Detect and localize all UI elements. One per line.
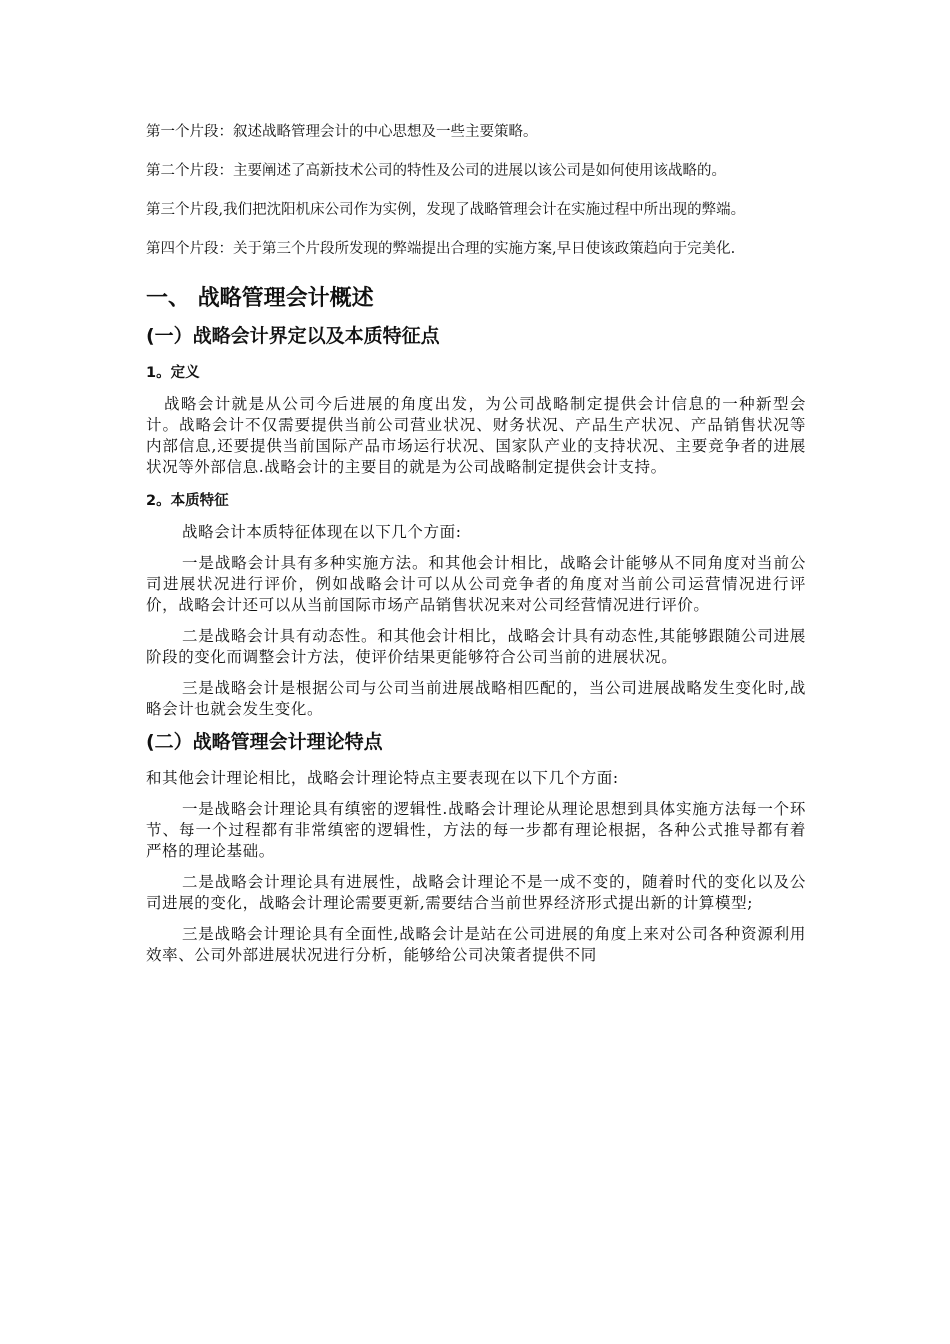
theory-item-3: 三是战略会计理论具有全面性,战略会计是站在公司进展的角度上来对公司各种资源利用效率、公司外部进展状况进行分析，能够给公司决策者提供不同 — [146, 925, 806, 964]
subsection-1-heading: (一）战略会计界定以及本质特征点 — [146, 325, 440, 347]
features-lead: 战略会计本质特征体现在以下几个方面: — [182, 523, 462, 541]
intro-paragraph-3: 第三个片段,我们把沈阳机床公司作为实例，发现了战略管理会计在实施过程中所出现的弊端。 — [146, 202, 746, 218]
theory-item-1: 一是战略会计理论具有缜密的逻辑性.战略会计理论从理论思想到具体实施方法每一个环节、每一个过程都有非常缜密的逻辑性，方法的每一步都有理论根据，各种公式推导都有着严格的理论基础。 — [146, 800, 806, 860]
section-1-heading: 一、 战略管理会计概述 — [146, 286, 374, 311]
document-page — [146, 118, 806, 966]
feature-item-1: 一是战略会计具有多种实施方法。和其他会计相比，战略会计能够从不同角度对当前公司进展状况进行评价，例如战略会计可以从公司竞争者的角度对当前公司运营情况进行评价，战略会计还可以从当前国际市场产品销售状况来对公司经营情况进行评价。 — [146, 554, 806, 614]
theory-item-2: 二是战略会计理论具有进展性，战略会计理论不是一成不变的，随着时代的变化以及公司进展的变化，战略会计理论需要更新,需要结合当前世界经济形式提出新的计算模型; — [146, 873, 806, 912]
intro-paragraph-1: 第一个片段：叙述战略管理会计的中心思想及一些主要策略。 — [146, 124, 538, 140]
definition-heading: 1。定义 — [146, 365, 200, 381]
definition-paragraph: 战略会计就是从公司今后进展的角度出发，为公司战略制定提供会计信息的一种新型会计。战略会计不仅需要提供当前公司营业状况、财务状况、产品生产状况、产品销售状况等内部信息,还要提供当前国际产品市场运行状况、国家队产业的支持状况、主要竞争者的进展状况等外部信息.战略会计的主要目的就是为公司战略制定提供会计支持。 — [146, 395, 806, 476]
feature-item-3: 三是战略会计是根据公司与公司当前进展战略相匹配的，当公司进展战略发生变化时,战略会计也就会发生变化。 — [146, 679, 806, 718]
feature-item-2: 二是战略会计具有动态性。和其他会计相比，战略会计具有动态性,其能够跟随公司进展阶段的变化而调整会计方法，使评价结果更能够符合公司当前的进展状况。 — [146, 627, 806, 666]
theory-lead: 和其他会计理论相比，战略会计理论特点主要表现在以下几个方面: — [146, 769, 619, 787]
intro-paragraph-4: 第四个片段：关于第三个片段所发现的弊端提出合理的实施方案,早日使该政策趋向于完美化. — [146, 241, 736, 257]
features-heading: 2。本质特征 — [146, 493, 229, 509]
intro-paragraph-2: 第二个片段：主要阐述了高新技术公司的特性及公司的进展以该公司是如何使用该战略的。 — [146, 163, 726, 179]
subsection-2-heading: (二）战略管理会计理论特点 — [146, 731, 383, 753]
